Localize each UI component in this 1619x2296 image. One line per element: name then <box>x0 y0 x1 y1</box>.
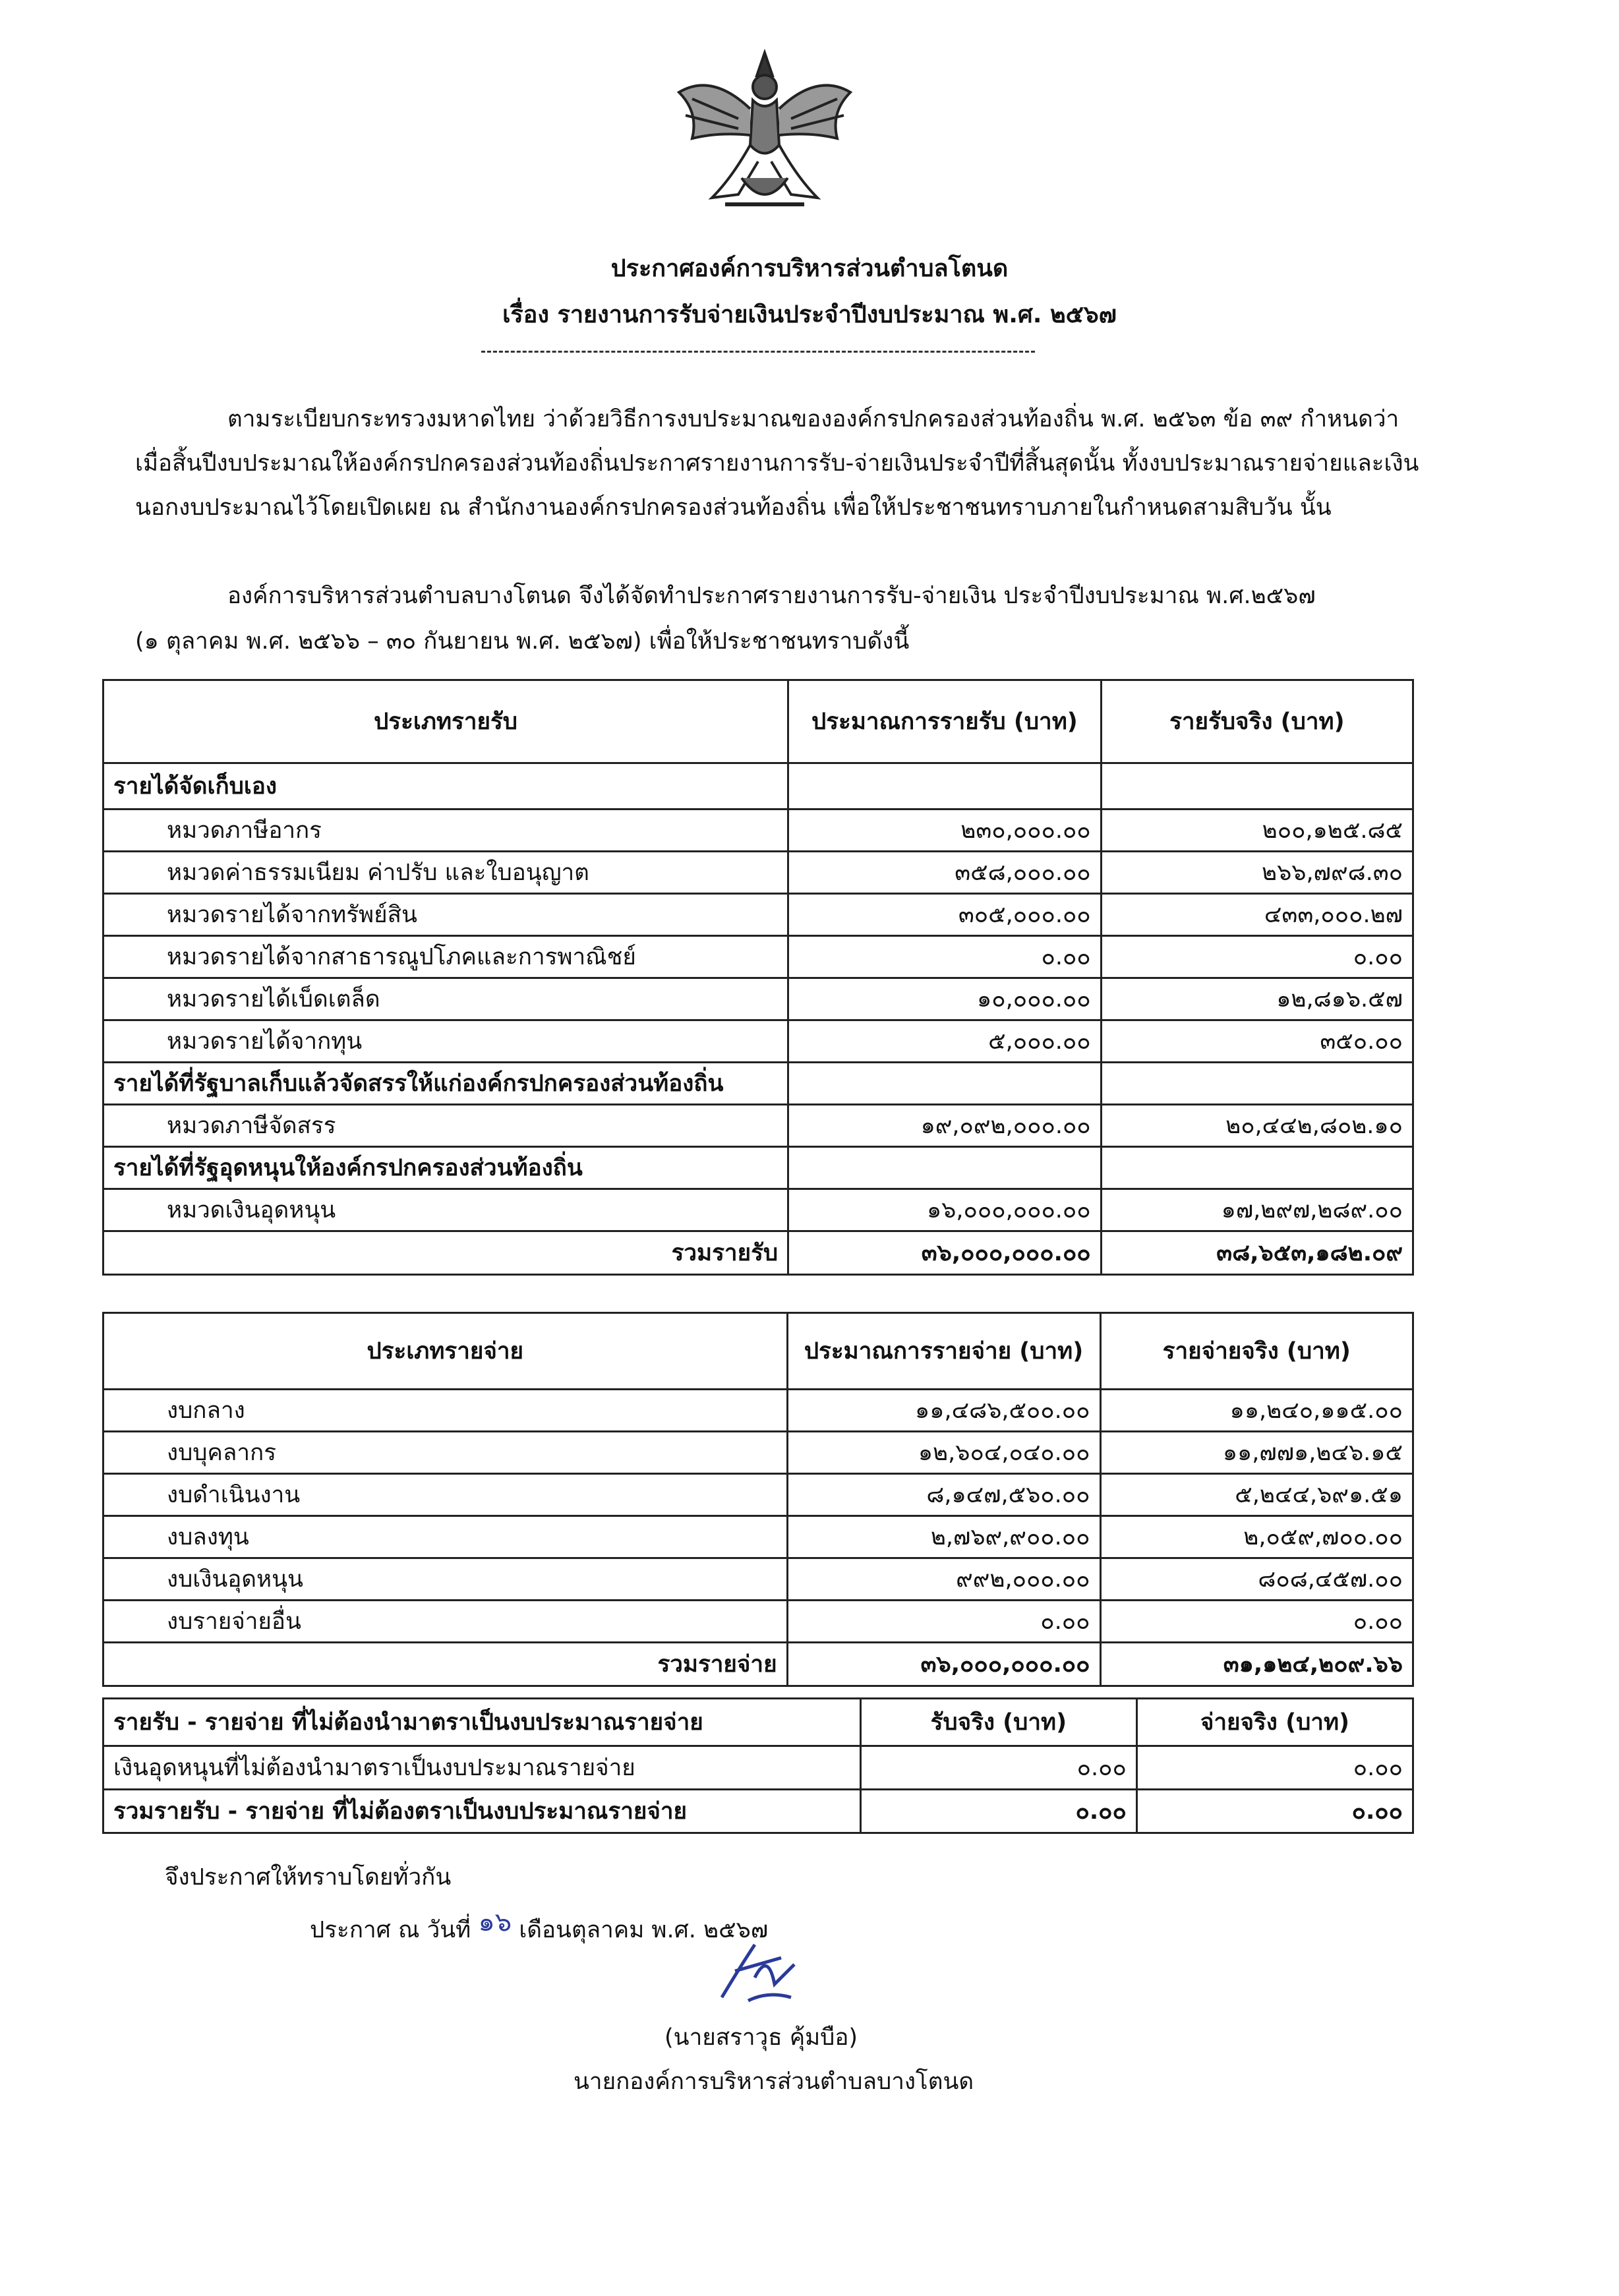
table-row <box>103 978 1413 1020</box>
income-header-type: ประเภทรายรับ <box>103 680 788 763</box>
offbudget-table <box>102 1697 1414 1834</box>
table-row <box>103 1390 1413 1432</box>
row-label: งบลงทุน <box>103 1516 788 1558</box>
row-estimate: ๑๙,๐๙๒,๐๐๐.๐๐ <box>788 1105 1102 1147</box>
income-total-row <box>103 1231 1413 1275</box>
row-label: งบรายจ่ายอื่น <box>103 1601 788 1643</box>
row-estimate: ๒,๗๖๙,๙๐๐.๐๐ <box>787 1516 1100 1558</box>
row-actual: ๑๒,๘๑๖.๕๗ <box>1101 978 1413 1020</box>
signer-title: นายกองค์การบริหารส่วนตำบลบางโตนด <box>574 2069 974 2095</box>
table-row <box>103 1189 1413 1231</box>
row-estimate: ๓๕๘,๐๐๐.๐๐ <box>788 852 1102 894</box>
paragraph-1-line-3: นอกงบประมาณไว้โดยเปิดเผย ณ สำนักงานองค์กรปกครองส่วนท้องถิ่น เพื่อให้ประชาชนทราบภายในกำหนดสามสิบวัน นั้น <box>135 494 1332 521</box>
row-estimate: ๑๒,๖๐๔,๐๔๐.๐๐ <box>787 1432 1100 1474</box>
table-row <box>103 1746 1413 1790</box>
row-estimate: ๓๐๕,๐๐๐.๐๐ <box>788 894 1102 936</box>
signature-icon <box>709 1938 808 2011</box>
expense-header-estimate: ประมาณการรายจ่าย (บาท) <box>787 1313 1100 1390</box>
total-label: รวมรายจ่าย <box>103 1643 788 1686</box>
offbudget-header-type: รายรับ - รายจ่าย ที่ไม่ต้องนำมาตราเป็นงบประมาณรายจ่าย <box>103 1699 861 1746</box>
row-label: หมวดภาษีอากร <box>103 809 788 852</box>
row-actual: ๑๑,๗๗๑,๒๔๖.๑๕ <box>1100 1432 1413 1474</box>
row-estimate: ๐.๐๐ <box>788 936 1102 978</box>
total-label: รวมรายรับ - รายจ่าย ที่ไม่ต้องตราเป็นงบประมาณรายจ่าย <box>103 1790 861 1833</box>
garuda-emblem-icon <box>666 46 864 218</box>
row-label: หมวดรายได้เบ็ดเตล็ด <box>103 978 788 1020</box>
table-row <box>103 1474 1413 1516</box>
row-label: หมวดรายได้จากสาธารณูปโภคและการพาณิชย์ <box>103 936 788 978</box>
row-actual: ๐.๐๐ <box>1101 936 1413 978</box>
row-estimate: ๑๖,๐๐๐,๐๐๐.๐๐ <box>788 1189 1102 1231</box>
row-actual: ๑๑,๒๔๐,๑๑๕.๐๐ <box>1100 1390 1413 1432</box>
total-estimate: ๓๖,๐๐๐,๐๐๐.๐๐ <box>787 1643 1100 1686</box>
row-actual: ๕,๒๔๔,๖๙๑.๕๑ <box>1100 1474 1413 1516</box>
section-row <box>103 1063 1413 1105</box>
total-label: รวมรายรับ <box>103 1231 788 1275</box>
table-row <box>103 894 1413 936</box>
paragraph-2-line-1: องค์การบริหารส่วนตำบลบางโตนด จึงได้จัดทำประกาศรายงานการรับ-จ่ายเงิน ประจำปีงบประมาณ พ.ศ.๒๕๖๗ <box>227 583 1316 609</box>
section-title: รายได้จัดเก็บเอง <box>103 763 788 809</box>
expense-total-row <box>103 1643 1413 1686</box>
total-actual: ๓๑,๑๒๔,๒๐๙.๖๖ <box>1100 1643 1413 1686</box>
expense-table <box>102 1312 1414 1687</box>
offbudget-total-row <box>103 1790 1413 1833</box>
row-paid: ๐.๐๐ <box>1136 1746 1413 1790</box>
paragraph-1-line-2: เมื่อสิ้นปีงบประมาณให้องค์กรปกครองส่วนท้องถิ่นประกาศรายงานการรับ-จ่ายเงินประจำปีที่สิ้นสุดนั้น ทั้งงบประมาณรายจ่ายและเงิน <box>135 450 1419 477</box>
row-actual: ๑๗,๒๙๗,๒๘๙.๐๐ <box>1101 1189 1413 1231</box>
row-actual: ๓๕๐.๐๐ <box>1101 1020 1413 1063</box>
date-prefix: ประกาศ ณ วันที่ <box>310 1917 471 1943</box>
separator-dashed <box>481 351 1035 353</box>
row-estimate: ๕,๐๐๐.๐๐ <box>788 1020 1102 1063</box>
row-actual: ๒๖๖,๗๙๘.๓๐ <box>1101 852 1413 894</box>
row-label: งบดำเนินงาน <box>103 1474 788 1516</box>
expense-header-row <box>103 1313 1413 1390</box>
expense-header-actual: รายจ่ายจริง (บาท) <box>1100 1313 1413 1390</box>
row-estimate: ๑๐,๐๐๐.๐๐ <box>788 978 1102 1020</box>
section-row <box>103 763 1413 809</box>
row-label: หมวดภาษีจัดสรร <box>103 1105 788 1147</box>
date-line <box>310 1907 768 1949</box>
section-row <box>103 1147 1413 1189</box>
table-row <box>103 852 1413 894</box>
row-estimate: ๘,๑๔๗,๕๖๐.๐๐ <box>787 1474 1100 1516</box>
row-estimate: ๒๓๐,๐๐๐.๐๐ <box>788 809 1102 852</box>
row-label: งบกลาง <box>103 1390 788 1432</box>
total-actual: ๓๘,๖๕๓,๑๘๒.๐๙ <box>1101 1231 1413 1275</box>
row-label: งบบุคลากร <box>103 1432 788 1474</box>
offbudget-header-paid: จ่ายจริง (บาท) <box>1136 1699 1413 1746</box>
table-row <box>103 809 1413 852</box>
table-row <box>103 936 1413 978</box>
row-estimate: ๐.๐๐ <box>787 1601 1100 1643</box>
offbudget-header-received: รับจริง (บาท) <box>860 1699 1136 1746</box>
date-suffix: เดือนตุลาคม พ.ศ. ๒๕๖๗ <box>519 1917 769 1943</box>
total-estimate: ๓๖,๐๐๐,๐๐๐.๐๐ <box>788 1231 1102 1275</box>
row-estimate: ๑๑,๔๘๖,๕๐๐.๐๐ <box>787 1390 1100 1432</box>
row-label: หมวดรายได้จากทรัพย์สิน <box>103 894 788 936</box>
row-actual: ๐.๐๐ <box>1100 1601 1413 1643</box>
row-label: หมวดค่าธรรมเนียม ค่าปรับ และใบอนุญาต <box>103 852 788 894</box>
announce-line: จึงประกาศให้ทราบโดยทั่วกัน <box>165 1864 452 1891</box>
table-row <box>103 1020 1413 1063</box>
row-actual: ๒๐,๔๔๒,๘๐๒.๑๐ <box>1101 1105 1413 1147</box>
table-row <box>103 1105 1413 1147</box>
income-header-row <box>103 680 1413 763</box>
paragraph-1-line-1: ตามระเบียบกระทรวงมหาดไทย ว่าด้วยวิธีการงบประมาณขององค์กรปกครองส่วนท้องถิ่น พ.ศ. ๒๕๖๓ ข้อ ๓๙ กำหนดว่า <box>227 406 1399 432</box>
row-actual: ๔๓๓,๐๐๐.๒๗ <box>1101 894 1413 936</box>
table-row <box>103 1558 1413 1601</box>
row-label: หมวดรายได้จากทุน <box>103 1020 788 1063</box>
row-label: หมวดเงินอุดหนุน <box>103 1189 788 1231</box>
offbudget-header-row <box>103 1699 1413 1746</box>
section-title: รายได้ที่รัฐบาลเก็บแล้วจัดสรรให้แก่องค์กรปกครองส่วนท้องถิ่น <box>103 1063 788 1105</box>
paragraph-2-line-2: (๑ ตุลาคม พ.ศ. ๒๕๖๖ – ๓๐ กันยายน พ.ศ. ๒๕๖๗) เพื่อให้ประชาชนทราบดังนี้ <box>135 628 910 655</box>
row-actual: ๘๐๘,๔๕๗.๐๐ <box>1100 1558 1413 1601</box>
row-label: งบเงินอุดหนุน <box>103 1558 788 1601</box>
table-row <box>103 1601 1413 1643</box>
row-received: ๐.๐๐ <box>860 1746 1136 1790</box>
table-row <box>103 1432 1413 1474</box>
income-header-estimate: ประมาณการรายรับ (บาท) <box>788 680 1102 763</box>
row-actual: ๒๐๐,๑๒๕.๘๕ <box>1101 809 1413 852</box>
section-title: รายได้ที่รัฐอุดหนุนให้องค์กรปกครองส่วนท้องถิ่น <box>103 1147 788 1189</box>
row-estimate: ๙๙๒,๐๐๐.๐๐ <box>787 1558 1100 1601</box>
income-table <box>102 679 1414 1276</box>
total-paid: ๐.๐๐ <box>1136 1790 1413 1833</box>
row-actual: ๒,๐๕๙,๗๐๐.๐๐ <box>1100 1516 1413 1558</box>
row-label: เงินอุดหนุนที่ไม่ต้องนำมาตราเป็นงบประมาณรายจ่าย <box>103 1746 861 1790</box>
signer-name: (นายสราวุธ คุ้มบือ) <box>664 2024 858 2051</box>
total-received: ๐.๐๐ <box>860 1790 1136 1833</box>
org-title: ประกาศองค์การบริหารส่วนตำบลโตนด <box>610 255 1009 282</box>
subject-line: เรื่อง รายงานการรับจ่ายเงินประจำปีงบประมาณ พ.ศ. ๒๕๖๗ <box>502 301 1117 328</box>
income-header-actual: รายรับจริง (บาท) <box>1101 680 1413 763</box>
table-row <box>103 1516 1413 1558</box>
date-day: ๑๖ <box>478 1907 512 1937</box>
expense-header-type: ประเภทรายจ่าย <box>103 1313 788 1390</box>
